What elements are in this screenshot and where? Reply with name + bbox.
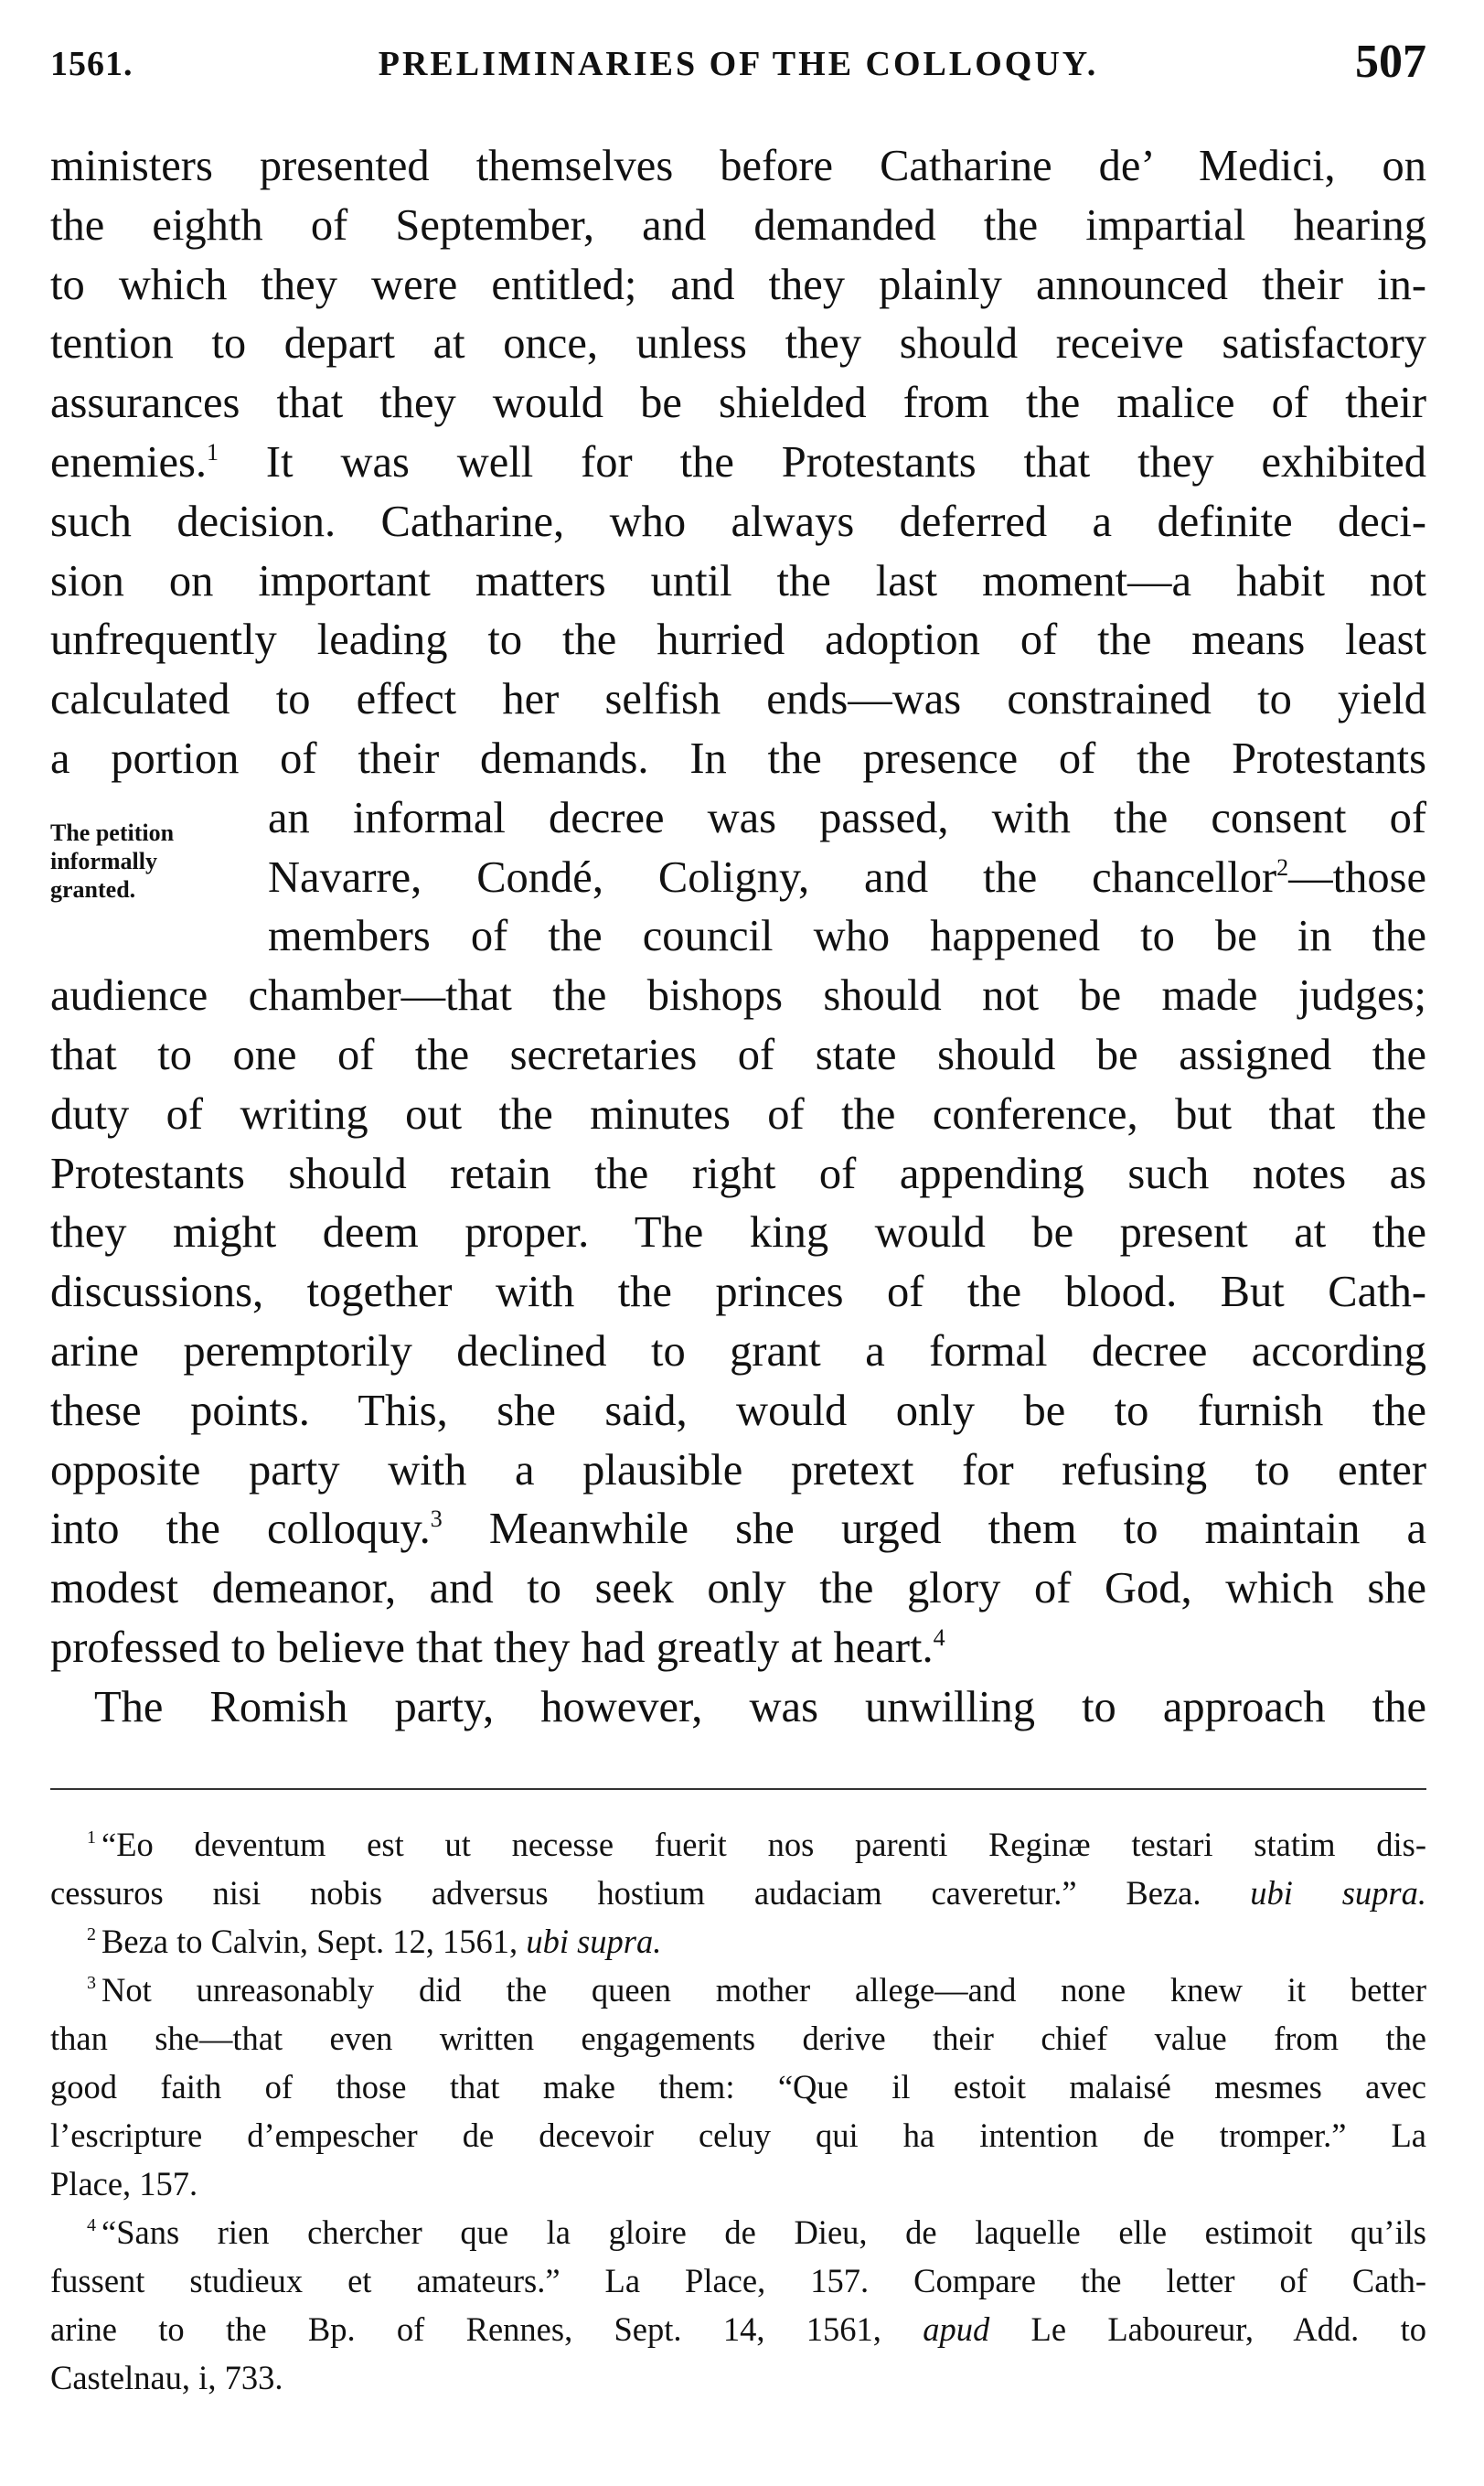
footnote-mark: 3 [87, 1973, 96, 1993]
text-line: audience chamber—that the bishops should not be made judges; [50, 971, 1426, 1021]
text-line: tention to depart at once, unless they should receive satisfactory [50, 319, 1426, 369]
footnote-divider [50, 1788, 1426, 1790]
text-fragment: Navarre, Condé, Coligny, and the chancellor [268, 852, 1277, 902]
text-line [50, 434, 1426, 493]
text-fragment: —those [1288, 852, 1426, 902]
marginal-note-line: The petition [50, 820, 175, 846]
footnote-1-cont [50, 1869, 1426, 1917]
text-line: modest demeanor, and to seek only the glory of God, which she [50, 1564, 1426, 1613]
running-head-title: PRELIMINARIES OF THE COLLOQUY. [378, 45, 1099, 83]
footnote-text: arine to the Bp. of Rennes, Sept. 14, 1561, [50, 2310, 881, 2348]
text-line [50, 1500, 1426, 1559]
footnote-4-cont: fussent studieux et amateurs.” La Place, 157. Compare the letter of Cath- [50, 2262, 1426, 2299]
footnote-text: Le Laboureur, Add. to [1030, 2310, 1426, 2348]
text-line: assurances that they would be shielded from the malice of their [50, 379, 1426, 428]
text-line [50, 1619, 1426, 1678]
text-line: members of the council who happened to be in the [268, 912, 1426, 961]
text-line: these points. This, she said, would only be to furnish the [50, 1386, 1426, 1435]
footnote-italic: ubi supra. [1250, 1874, 1426, 1912]
page-number: 507 [1355, 36, 1426, 88]
footnote-3-cont: than she—that even written engagements derive their chief value from the [50, 2020, 1426, 2057]
text-fragment: professed to believe that they had greatly at heart. [50, 1623, 934, 1672]
footnote-mark: 4 [87, 2215, 96, 2235]
text-line: the eighth of September, and demanded the impartial hearing [50, 200, 1426, 250]
text-line: that to one of the secretaries of state should be assigned the [50, 1030, 1426, 1079]
footnote-3 [50, 1966, 1426, 2014]
footnote-4 [50, 2208, 1426, 2256]
text-fragment: into the colloquy. [50, 1505, 431, 1554]
footnote-3-cont: Place, 157. [50, 2165, 198, 2202]
footnote-text: cessuros nisi nobis adversus hostium audaciam caveretur.” Beza. [50, 1874, 1201, 1912]
footnote-text: “Sans rien chercher que la gloire de Dieu, de laquelle elle estimoit qu’ils [101, 2213, 1426, 2251]
main-text [50, 137, 1426, 1738]
footnote-text: Beza to Calvin, Sept. 12, 1561, [101, 1923, 518, 1960]
text-line: unfrequently leading to the hurried adoption of the means least [50, 616, 1426, 665]
text-line: they might deem proper. The king would be present at the [50, 1208, 1426, 1258]
text-line: an informal decree was passed, with the consent of [268, 793, 1426, 842]
running-head [50, 37, 1426, 91]
footnote-2 [50, 1917, 1426, 1966]
text-line: such decision. Catharine, who always deferred a definite deci- [50, 497, 1426, 546]
text-line: calculated to effect her selfish ends—was constrained to yield [50, 675, 1426, 724]
text-fragment: Meanwhile she urged them to maintain a [442, 1505, 1427, 1554]
text-line: to which they were entitled; and they plainly announced their in- [50, 260, 1426, 309]
text-fragment: It was well for the Protestants that they exhibited [219, 437, 1426, 487]
text-line [268, 849, 1426, 908]
footnote-ref: 1 [207, 438, 219, 466]
footnote-3-cont: l’escripture d’empescher de decevoir celuy qui ha intention de tromper.” La [50, 2116, 1426, 2154]
marginal-note-line: granted. [50, 876, 136, 903]
text-line: sion on important matters until the last moment—a habit not [50, 556, 1426, 605]
text-line: duty of writing out the minutes of the conference, but that the [50, 1089, 1426, 1139]
footnote-ref: 4 [933, 1623, 945, 1651]
footnotes [50, 1820, 1426, 2402]
text-line: a portion of their demands. In the presence of the Protestants [50, 734, 1426, 783]
footnote-ref: 3 [430, 1506, 443, 1533]
footnote-4-cont [50, 2305, 1426, 2353]
text-line: discussions, together with the princes of the blood. But Cath- [50, 1268, 1426, 1317]
footnote-1 [50, 1820, 1426, 1869]
footnote-4-cont: Castelnau, i, 733. [50, 2359, 283, 2396]
text-line: arine peremptorily declined to grant a formal decree according [50, 1326, 1426, 1376]
footnote-italic: apud [923, 2310, 990, 2348]
footnote-3-cont: good faith of those that make them: “Que il estoit malaisé mesmes avec [50, 2068, 1426, 2106]
text-fragment: enemies. [50, 437, 208, 487]
footnote-mark: 1 [87, 1827, 96, 1848]
text-line: Protestants should retain the right of appending such notes as [50, 1149, 1426, 1198]
footnote-text: Not unreasonably did the queen mother allege—and none knew it better [101, 1971, 1426, 2009]
running-head-year: 1561. [50, 45, 133, 83]
footnote-mark: 2 [87, 1924, 96, 1945]
marginal-note-line: informally [50, 848, 157, 874]
text-line: The Romish party, however, was unwilling to approach the [94, 1682, 1426, 1731]
text-line: ministers presented themselves before Catharine de’ Medici, on [50, 142, 1426, 190]
footnote-italic: ubi supra. [526, 1923, 662, 1960]
text-line: opposite party with a plausible pretext for refusing to enter [50, 1445, 1426, 1495]
footnote-ref: 2 [1276, 853, 1289, 881]
footnote-text: “Eo deventum est ut necesse fuerit nos parenti Reginæ testari statim dis- [101, 1826, 1426, 1863]
